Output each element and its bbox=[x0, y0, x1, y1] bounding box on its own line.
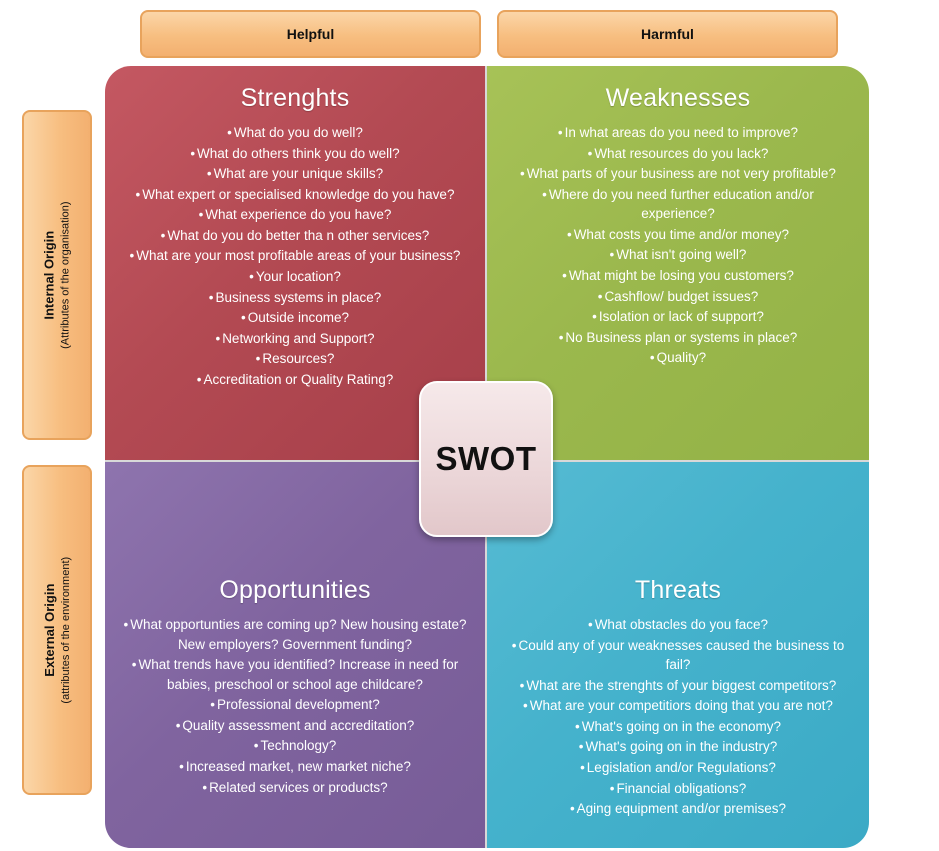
list-item: • Financial obligations? bbox=[505, 779, 851, 799]
list-item: • Where do you need further education and/or experience? bbox=[505, 185, 851, 224]
list-item: • In what areas do you need to improve? bbox=[505, 123, 851, 143]
list-item: • What isn't going well? bbox=[505, 245, 851, 265]
list-item: • What are the strenghts of your biggest competitors? bbox=[505, 676, 851, 696]
quadrant-strengths-list bbox=[123, 123, 467, 389]
row-header-external-text bbox=[41, 557, 73, 704]
list-item: • What's going on in the industry? bbox=[505, 737, 851, 757]
list-item: • Increased market, new market niche? bbox=[123, 757, 467, 777]
column-header-harmful-label: Harmful bbox=[641, 26, 694, 42]
list-item: • Quality? bbox=[505, 348, 851, 368]
list-item: • What might be losing you customers? bbox=[505, 266, 851, 286]
list-item: • Legislation and/or Regulations? bbox=[505, 758, 851, 778]
row-header-internal-title: Internal Origin bbox=[41, 230, 57, 320]
list-item: • Quality assessment and accreditation? bbox=[123, 716, 467, 736]
row-header-external-origin bbox=[22, 465, 92, 795]
list-item: • What parts of your business are not very profitable? bbox=[505, 164, 851, 184]
quadrant-opportunities-list bbox=[123, 615, 467, 797]
quadrant-weaknesses-title: Weaknesses bbox=[605, 84, 751, 112]
list-item: • Cashflow/ budget issues? bbox=[505, 287, 851, 307]
row-header-internal-text bbox=[41, 201, 73, 348]
list-item: • Could any of your weaknesses caused the business to fail? bbox=[505, 636, 851, 675]
swot-center-label: SWOT bbox=[435, 440, 537, 477]
row-header-external-subtitle: (attributes of the environment) bbox=[59, 556, 72, 704]
list-item: • What do you do well? bbox=[123, 123, 467, 143]
list-item: • What experience do you have? bbox=[123, 205, 467, 225]
list-item: • What do you do better tha n other services? bbox=[123, 226, 467, 246]
list-item: • Business systems in place? bbox=[123, 288, 467, 308]
list-item: • Accreditation or Quality Rating? bbox=[123, 370, 467, 390]
list-item: • What are your most profitable areas of your business? bbox=[123, 246, 467, 266]
quadrant-strengths-title: Strenghts bbox=[240, 84, 350, 112]
list-item: • Outside income? bbox=[123, 308, 467, 328]
quadrant-threats-title: Threats bbox=[634, 576, 722, 604]
quadrant-threats-list bbox=[505, 615, 851, 819]
list-item: • Networking and Support? bbox=[123, 329, 467, 349]
column-header-harmful bbox=[497, 10, 838, 58]
list-item: • No Business plan or systems in place? bbox=[505, 328, 851, 348]
list-item: • What's going on in the economy? bbox=[505, 717, 851, 737]
list-item: • Technology? bbox=[123, 736, 467, 756]
row-header-external-title: External Origin bbox=[41, 583, 57, 677]
list-item: • What are your unique skills? bbox=[123, 164, 467, 184]
list-item: • What trends have you identified? Increase in need for babies, preschool or school age childcare? bbox=[123, 655, 467, 694]
list-item: • What costs you time and/or money? bbox=[505, 225, 851, 245]
list-item: • What obstacles do you face? bbox=[505, 615, 851, 635]
list-item: • What do others think you do well? bbox=[123, 144, 467, 164]
list-item: • Aging equipment and/or premises? bbox=[505, 799, 851, 819]
list-item: • What expert or specialised knowledge do you have? bbox=[123, 185, 467, 205]
list-item: • What opportunties are coming up? New housing estate? New employers? Government funding? bbox=[123, 615, 467, 654]
row-header-internal-subtitle: (Attributes of the organisation) bbox=[59, 201, 72, 349]
list-item: • Professional development? bbox=[123, 695, 467, 715]
row-header-internal-origin bbox=[22, 110, 92, 440]
swot-center-badge bbox=[419, 381, 553, 537]
list-item: • Resources? bbox=[123, 349, 467, 369]
quadrant-opportunities-title: Opportunities bbox=[219, 576, 371, 604]
list-item: • Isolation or lack of support? bbox=[505, 307, 851, 327]
column-header-helpful bbox=[140, 10, 481, 58]
quadrant-weaknesses-list bbox=[505, 123, 851, 368]
list-item: • Your location? bbox=[123, 267, 467, 287]
list-item: • Related services or products? bbox=[123, 778, 467, 798]
list-item: • What resources do you lack? bbox=[505, 144, 851, 164]
column-header-helpful-label: Helpful bbox=[286, 26, 335, 42]
list-item: • What are your competitiors doing that you are not? bbox=[505, 696, 851, 716]
